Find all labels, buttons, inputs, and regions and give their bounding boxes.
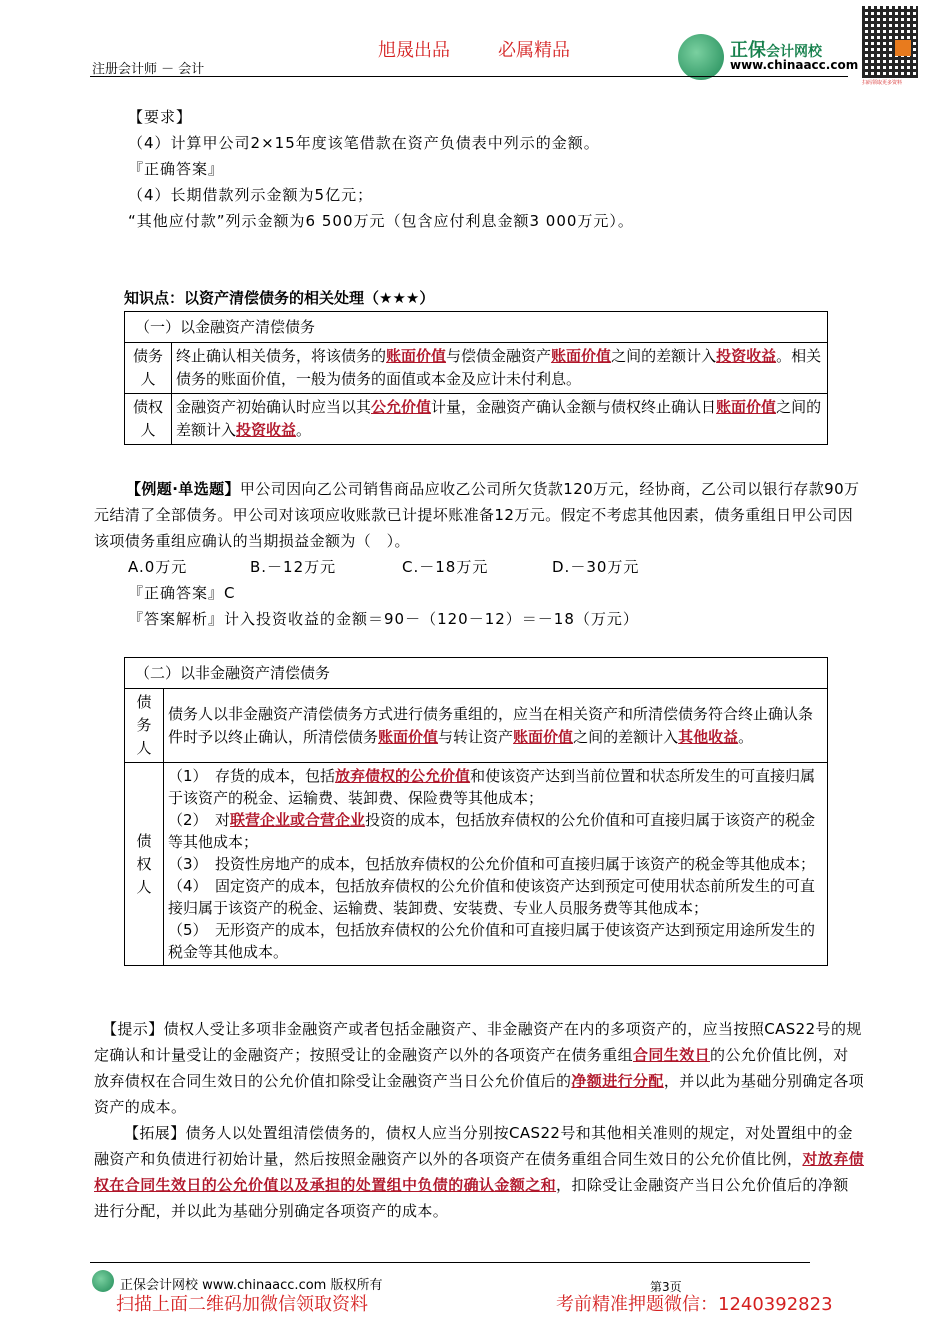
table2-debtor-label: 债务人 (125, 689, 164, 763)
footer-divider (90, 1262, 810, 1263)
example-question: 【例题·单选题】甲公司因向乙公司销售商品应收乙公司所欠货款120万元，经协商，乙公司以银行存款90万元结清了全部债务。甲公司对该项应收账款已计提坏账准备12万元。假定不考虑其他因素，债务重组日甲公司因该项债务重组应确认的当期损益金额为（ ）。 (94, 480, 860, 550)
example-analysis: 『答案解析』计入投资收益的金额＝90－（120－12）＝－18（万元） (128, 610, 639, 628)
header-divider (90, 76, 848, 77)
doc-title: 注册会计师 － 会计 (92, 62, 205, 77)
option-d: D.－30万元 (552, 558, 640, 576)
example-answer: 『正确答案』C (128, 584, 236, 602)
creditor-item-2: （2） 对联营企业或合营企业投资的成本，包括放弃债权的公允价值和可直接归属于该资产的税金等其他成本； (168, 811, 816, 851)
creditor-item-3: （3） 投资性房地产的成本，包括放弃债权的公允价值和可直接归属于该资产的税金等其他成本； (168, 855, 816, 873)
table1-debtor-label: 债务人 (125, 343, 172, 394)
intro-answer-label: 『正确答案』 (128, 160, 225, 178)
knowledge-point-title: 知识点：以资产清偿债务的相关处理（★★★） (124, 289, 435, 307)
table2-header: （二）以非金融资产清偿债务 (125, 658, 828, 689)
tip-paragraph: 【提示】债权人受让多项非金融资产或者包括金融资产、非金融资产在内的多项资产的，应当按照CAS22号的规定确认和计量受让的金融资产；按照受让的金融资产以外的各项资产在债务重组合同生效日的公允价值比例，对放弃债权在合同生效日的公允价值扣除受让金融资产当日公允价值后的净额进行分配，并以此为基础分别确定各项资产的成本。 (94, 1020, 865, 1116)
intro-requirement: 【要求】 (128, 108, 193, 126)
expand-paragraph: 【拓展】债务人以处置组清偿债务的，债权人应当分别按CAS22号和其他相关准则的规定，对处置组中的金融资产和负债进行初始计量，然后按照金融资产以外的各项资产在债务重组合同生效日的公允价值比例，对放弃债权在合同生效日的公允价值以及承担的处置组中负债的确认金额之和，扣除受让金融资产当日公允价值后的净额进行分配，并以此为基础分别确定各项资产的成本。 (94, 1124, 865, 1220)
intro-answer-1: （4）长期借款列示金额为5亿元； (128, 186, 374, 204)
qr-caption: 扫码领取更多资料 (862, 80, 903, 86)
table2-creditor-label: 债权人 (125, 763, 164, 966)
financial-asset-table (124, 311, 828, 445)
table1-creditor-cell: 金融资产初始确认时应当以其公允价值计量，金融资产确认金额与债权终止确认日账面价值之间的差额计入投资收益。 (172, 394, 828, 445)
non-financial-asset-table (124, 657, 828, 966)
option-a: A.0万元 (128, 558, 188, 576)
option-c: C.－18万元 (402, 558, 489, 576)
creditor-item-1: （1） 存货的成本，包括放弃债权的公允价值和使该资产达到当前位置和状态所发生的可直接归属于该资产的税金、运输费、装卸费、保险费等其他成本； (168, 767, 816, 807)
creditor-item-5: （5） 无形资产的成本，包括放弃债权的公允价值和可直接归属于使该资产达到预定用途所发生的税金等其他成本。 (168, 921, 816, 961)
footer-promo-left: 扫描上面二维码加微信领取资料 (116, 1294, 368, 1315)
intro-answer-2: “其他应付款”列示金额为6 500万元（包含应付利息金额3 000万元）。 (128, 212, 634, 230)
brand-url: www.chinaacc.com (730, 58, 859, 72)
footer-logo-icon (92, 1270, 114, 1292)
footer-promo-right: 考前精准押题微信：1240392823 (556, 1294, 833, 1315)
table2-debtor-cell: 债务人以非金融资产清偿债务方式进行债务重组的，应当在相关资产和所清偿债务符合终止确认条件时予以终止确认，所清偿债务账面价值与转让资产账面价值之间的差额计入其他收益。 (164, 689, 828, 763)
page-number: 第3页 (650, 1280, 682, 1294)
header-slogan-1: 旭晟出品 (378, 40, 450, 61)
brand-logo-icon (678, 34, 724, 80)
intro-question: （4）计算甲公司2×15年度该笔借款在资产负债表中列示的金额。 (128, 134, 600, 152)
table1-header: （一）以金融资产清偿债务 (125, 312, 828, 343)
header-slogan-2: 必属精品 (498, 40, 570, 61)
creditor-item-4: （4） 固定资产的成本，包括放弃债权的公允价值和使该资产达到预定可使用状态前所发生的可直接归属于该资产的税金、运输费、装卸费、安装费、专业人员服务费等其他成本； (168, 877, 816, 917)
table2-creditor-cell (164, 763, 828, 966)
table1-debtor-cell: 终止确认相关债务，将该债务的账面价值与偿债金融资产账面价值之间的差额计入投资收益。相关债务的账面价值，一般为债务的面值或本金及应计未付利息。 (172, 343, 828, 394)
qr-badge-icon (895, 40, 911, 56)
footer-copyright: 正保会计网校 www.chinaacc.com 版权所有 (120, 1278, 383, 1293)
option-b: B.－12万元 (250, 558, 337, 576)
brand-name: 正保会计网校 (730, 40, 822, 61)
table1-creditor-label: 债权人 (125, 394, 172, 445)
